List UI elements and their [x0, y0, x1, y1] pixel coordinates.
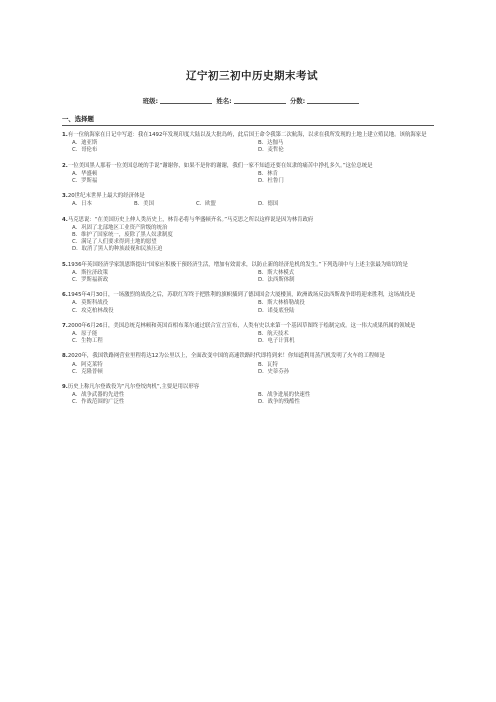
question-6 — [62, 292, 442, 315]
option-b: B．航天技术 — [258, 331, 289, 338]
question-stem: 5.1936年英国经济学家凯恩斯提出“国家应积极干预经济生活，增加有效需求，以防止新的经济危机的发生。”下列选项中与上述主张最为贴切的是 — [62, 261, 408, 268]
option-a: A．莫斯科战役 — [72, 300, 109, 307]
student-info-line — [62, 96, 442, 105]
option-a: A．原子能 — [72, 331, 98, 338]
question-stem: 4.马克思说：“在美国历史上伸人类历史上，林肯必将与华盛顿齐名。”马克思之所以这样说是因为林肯政府 — [62, 216, 314, 223]
question-stem: 1.有一位航海家在日记中写道：我在1492年发现印度大陆以及大批岛屿，此后国王命令我第二次航海，以求在我所发现的土地上建立殖民地。该航海家是 — [62, 132, 427, 138]
option-b: B．维护了国家统一，废除了黑人奴隶制度 — [72, 232, 173, 239]
question-stem: 8.2020年，我国铁路网营业里程将达12为公里以上，全面改变中国的高速铁路时代即将到来！你知道利用蒸汽机发明了火车的工程师是 — [62, 353, 385, 360]
option-d: D．德国 — [258, 201, 279, 208]
option-d: D．电子计算机 — [258, 338, 295, 345]
option-a: A．迪亚斯 — [72, 140, 98, 147]
class-label: 班级: — [142, 97, 159, 105]
option-b: B．林肯 — [258, 170, 278, 177]
question-options — [62, 140, 442, 154]
question-9 — [62, 384, 442, 407]
question-options — [62, 270, 442, 284]
option-c: C．生物工程 — [72, 338, 103, 345]
score-label: 分数: — [289, 97, 306, 105]
question-4 — [62, 217, 442, 254]
option-d: D．麦哲伦 — [258, 147, 284, 154]
question-stem: 2.一位美国黑人那着一位美国总统的手说“谢谢你，如果不是你的谢谢，我们一家不知道还要在奴隶的痛苦中挣扎多久。”这位总统是 — [62, 162, 373, 169]
option-a: A．日本 — [72, 201, 92, 208]
question-stem: 7.2000年6月26日，美国总统克林顿和英国首相布莱尔通过联合宣言宣布，人类有史以来第一个基因草图终于绘制完成。这一伟大成果所属的领域是 — [62, 322, 416, 329]
question-8 — [62, 353, 442, 376]
option-b: B．斯大林模式 — [258, 269, 295, 276]
option-a: A．巩固了北部地区工业资产阶级的统治 — [72, 224, 168, 231]
option-b: B．斯大林格勒战役 — [258, 300, 305, 307]
option-c: C．欧盟 — [196, 201, 216, 208]
question-options — [62, 392, 442, 406]
question-5 — [62, 262, 442, 285]
question-stem: 6.1945年4月30日，一场激烈的战役之后，苏联红军终于把胜利的旗帜插到了德国国会大厦楼顶，欧洲战场反法西斯战争即将迎来胜利，这场战役是 — [62, 292, 416, 299]
option-b: B．美国 — [134, 201, 154, 208]
option-c: C．罗斯福 — [72, 178, 98, 185]
question-options — [62, 331, 442, 345]
question-stem: 3.20世纪末世界上最大的经济体是 — [62, 193, 145, 200]
question-1 — [62, 132, 442, 155]
option-d: D．法西斯体制 — [258, 277, 295, 284]
option-a: A．斯拉济政策 — [72, 269, 109, 276]
question-2 — [62, 163, 442, 186]
question-options — [62, 225, 442, 254]
question-3 — [62, 193, 442, 208]
option-c: C．哥伦布 — [72, 147, 98, 154]
question-options — [62, 201, 442, 208]
option-a: A．战争武器的先进性 — [72, 392, 125, 399]
score-blank — [307, 103, 359, 104]
question-options — [62, 171, 442, 185]
option-b: B．瓦特 — [258, 361, 278, 368]
option-a: A．阿克莱特 — [72, 361, 103, 368]
option-d: D．取消了黑人的种族歧视和民族压迫 — [72, 246, 163, 253]
option-c: C．克隆普顿 — [72, 368, 103, 375]
option-d: D．战争的残酷性 — [258, 399, 300, 406]
section-heading: 一、选择题 — [62, 114, 434, 126]
option-c: C．作战范围的广泛性 — [72, 399, 125, 406]
question-stem: 9.历史上称凡尔登战役为“凡尔登绞肉机”,主要是用以形容 — [62, 384, 200, 391]
question-options — [62, 300, 442, 314]
name-label: 姓名: — [216, 97, 232, 105]
option-d: D．杜鲁门 — [258, 178, 284, 185]
option-c: C．攻克柏林战役 — [72, 307, 114, 314]
question-7 — [62, 323, 442, 346]
option-b: B．达伽马 — [258, 140, 284, 147]
option-b: B．战争进展的快速性 — [258, 392, 311, 399]
option-d: D．诺曼底登陆 — [258, 307, 295, 314]
class-blank — [160, 103, 212, 104]
name-blank — [234, 103, 286, 104]
option-c: C．罗斯福新政 — [72, 277, 109, 284]
option-d: D．史蒂芬孙 — [258, 368, 290, 375]
page-title: 辽宁初三初中历史期末考试 — [186, 70, 318, 82]
question-options — [62, 362, 442, 376]
option-c: C．满足了人们要求得到土地的愿望 — [72, 239, 157, 246]
option-a: A．华盛顿 — [72, 170, 98, 177]
